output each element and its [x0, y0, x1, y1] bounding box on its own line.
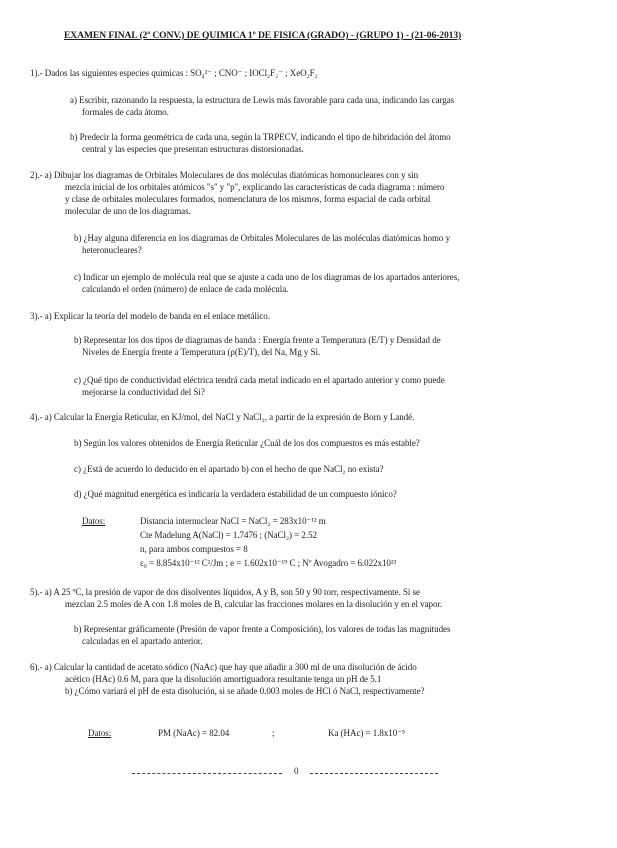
q6-separator: ;: [272, 728, 275, 738]
q2-a-line4: molecular de uno de los diagramas.: [65, 206, 191, 216]
footer-dash-left: [132, 773, 282, 774]
q2-b-line2: heteronucleares?: [82, 245, 142, 255]
footer-dash-right: [310, 773, 438, 774]
q1-b-line1: b) Predecir la forma geométrica de cada una, según la TRPECV, indicando el tipo de hibridación del átomo: [70, 132, 451, 142]
q6-pm: PM (NaAc) = 82.04: [158, 728, 230, 738]
q2-c-line2: calculando el orden (número) de enlace de cada molécula.: [82, 284, 289, 294]
q6-data-label: Datos:: [88, 728, 112, 738]
q1-a-line1: a) Escribir, razonando la respuesta, la estructura de Lewis más favorable para cada una, indicando las cargas: [70, 95, 455, 105]
q3-c-line2: mejorarse la conductividad del Si?: [82, 387, 205, 397]
q5-a-line1: 5).- a) A 25 ºC, la presión de vapor de dos disolventes líquidos, A y B, son 50 y 90 torr, respectivamente. Si se: [30, 587, 420, 597]
q1-b-line2: central y las especies que presentan estructuras distorsionadas.: [82, 144, 304, 154]
q4-data-label: Datos:: [82, 516, 106, 526]
q2-b-line1: b) ¿Hay alguna diferencia en los diagramas de Orbitales Moleculares de las moléculas diatómicas homo y: [74, 233, 451, 243]
q4-c: c) ¿Está de acuerdo lo deducido en el apartado b) con el hecho de que NaCl₂ no exista?: [74, 464, 384, 474]
q4-d: d) ¿Qué magnitud energética es indicaría la verdadera estabilidad de un compuesto iónico?: [74, 489, 397, 499]
q5-b-line1: b) Representar gráficamente (Presión de vapor frente a Composición), los valores de todas las magnitudes: [74, 624, 451, 634]
q3-c-line1: c) ¿Qué tipo de conductividad eléctrica tendrá cada metal indicado en el apartado anterior y como puede: [74, 375, 445, 385]
q6-a-line2: acético (HAc) 0.6 M, para que la disolución amortiguadora resultante tenga un pH de 5.1: [65, 674, 382, 684]
q5-a-line2: mezclan 2.5 moles de A con 1.8 moles de B, calcular las fracciones molares en la disolución y en el vapor.: [65, 599, 443, 609]
q4-data-line1: Distancia internuclear NaCl = NaCl₂ = 283x10⁻¹² m: [140, 516, 326, 526]
q5-b-line2: calculadas en el apartado anterior.: [82, 636, 203, 646]
q2-a-line3: y clase de orbitales moleculares formados, nomenclatura de los mismos, forma espacial de cada orbital: [65, 194, 431, 204]
q4-data-line2: Cte Madelung A(NaCl) = 1.7476 ; (NaCl₂) = 2.52: [140, 530, 317, 540]
q6-b: b) ¿Cómo variará el pH de esta disolución, si se añade 0.003 moles de HCl ó NaCl, respectivamente?: [65, 686, 425, 696]
q6-ka: Ka (HAc) = 1.8x10⁻⁵: [328, 728, 405, 738]
q1-a-line2: formales de cada átomo.: [82, 107, 169, 117]
q4-b: b) Según los valores obtenidos de Energía Reticular ¿Cuál de los dos compuestos es más estable?: [74, 438, 420, 448]
q6-a-line1: 6).- a) Calcular la cantidad de acetato sódico (NaAc) que hay que añadir a 300 ml de una disolución de ácido: [30, 662, 417, 672]
exam-title: EXAMEN FINAL (2ª CONV.) DE QUIMICA 1º DE FISICA (GRADO) - (GRUPO 1) - (21-06-2013): [64, 30, 462, 41]
q4-data-line4: ε₀ = 8.854x10⁻¹² C²/Jm ; e = 1.602x10⁻¹⁹ C ; Nº Avogadro = 6.022x10²³: [140, 558, 397, 568]
q2-a-line2: mezcla inicial de los orbitales atómicos "s" y "p", explicando las características de cada diagrama : número: [65, 182, 445, 192]
q2-a-line1: 2).- a) Dibujar los diagramas de Orbitales Moleculares de dos moléculas diatómicas homonucleares con y sin: [30, 170, 419, 180]
q3-b-line2: Niveles de Energía frente a Temperatura (ρ(E)/T), del Na, Mg y Si.: [82, 347, 321, 357]
q3-b-line1: b) Representar los dos tipos de diagramas de banda : Energía frente a Temperatura (E/T) y Densidad de: [74, 335, 441, 345]
q2-c-line1: c) Indicar un ejemplo de molécula real que se ajuste a cada uno de los diagramas de los apartados anteriores,: [74, 272, 460, 282]
footer-marker: 0: [294, 766, 299, 776]
q4-a: 4).- a) Calcular la Energía Reticular, en KJ/mol, del NaCl y NaCl₂, a partir de la expresión de Born y Landé.: [30, 412, 415, 422]
q4-data-line3: n, para ambos compuestos = 8: [140, 544, 248, 554]
q1-intro: 1).- Dados las siguientes especies químicas : SO₄²⁻ ; CNO⁻ ; IOCl₂F₂⁻ ; XeO₂F₂: [30, 68, 318, 78]
q3-a: 3).- a) Explicar la teoría del modelo de banda en el enlace metálico.: [30, 311, 270, 321]
